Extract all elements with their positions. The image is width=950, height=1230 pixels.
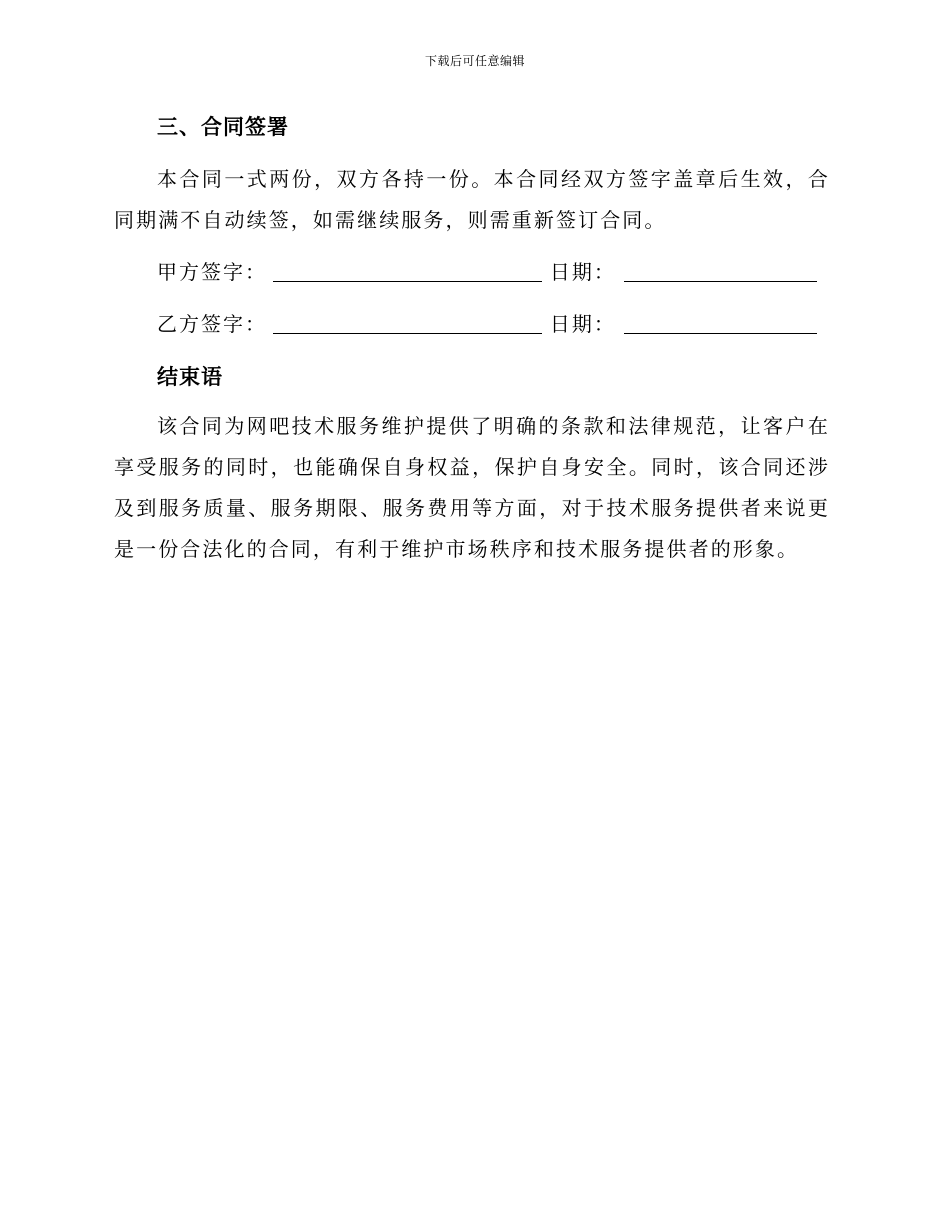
signing-paragraph: 本合同一式两份，双方各持一份。本合同经双方签字盖章后生效，合同期满不自动续签，如需继续服务，则需重新签订合同。 — [114, 167, 830, 232]
party-b-signature-line[interactable] — [273, 311, 542, 334]
party-a-signature-label: 甲方签字： — [157, 260, 267, 284]
party-b-date-label: 日期： — [549, 312, 616, 336]
party-a-date-line[interactable] — [624, 259, 817, 282]
party-a-date-label: 日期： — [549, 260, 616, 284]
party-a-signature-row — [157, 258, 817, 286]
section-heading-conclusion: 结束语 — [157, 365, 223, 389]
party-b-signature-label: 乙方签字： — [157, 312, 267, 336]
section-heading-signing: 三、合同签署 — [157, 115, 289, 139]
party-b-signature-row — [157, 310, 817, 338]
party-b-date-line[interactable] — [624, 311, 817, 334]
conclusion-paragraph: 该合同为网吧技术服务维护提供了明确的条款和法律规范，让客户在享受服务的同时，也能确保自身权益，保护自身安全。同时，该合同还涉及到服务质量、服务期限、服务费用等方面，对于技术服务提供者来说更是一份合法化的合同，有利于维护市场秩序和技术服务提供者的形象。 — [114, 414, 830, 561]
page-header: 下载后可任意编辑 — [424, 54, 525, 68]
party-a-signature-line[interactable] — [273, 259, 542, 282]
